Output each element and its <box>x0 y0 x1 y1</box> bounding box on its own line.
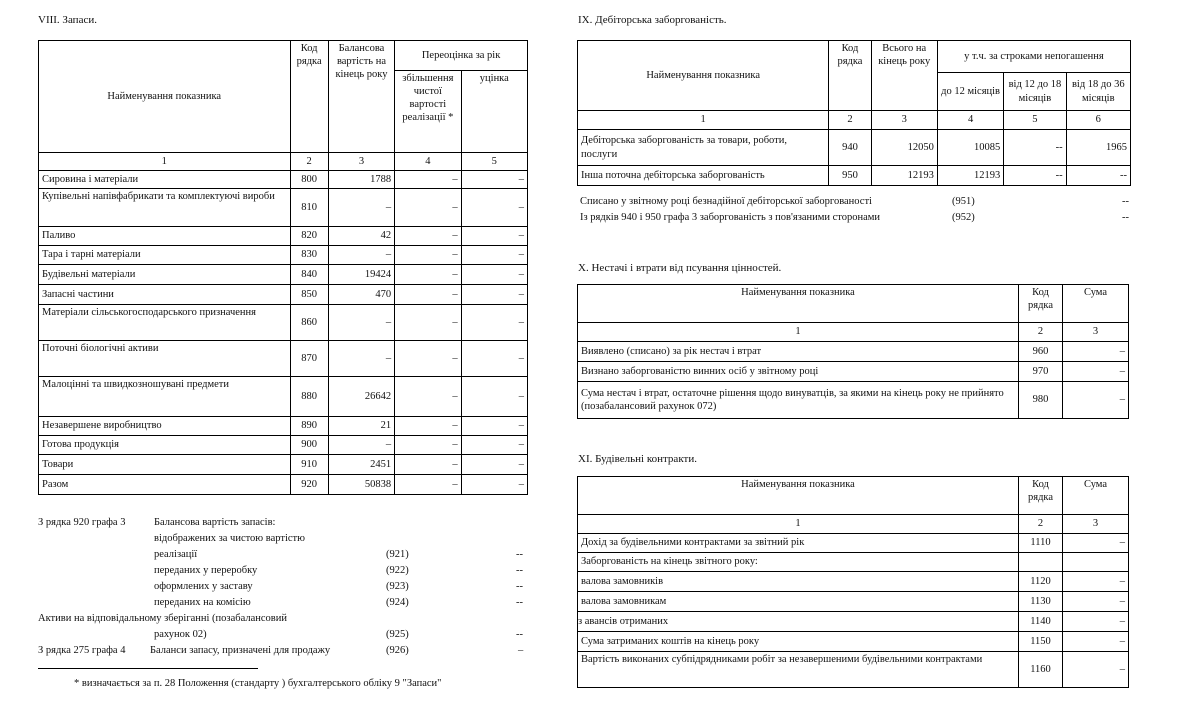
col-num: 4 <box>395 153 461 171</box>
note-value-925: -- <box>516 629 523 640</box>
row-markdown: – <box>461 285 527 305</box>
note-code-952: (952) <box>952 212 975 223</box>
row-increase: – <box>395 341 461 377</box>
row-name: Будівельні матеріали <box>39 265 291 285</box>
note-code-926: (926) <box>386 645 409 656</box>
table-row <box>39 377 528 417</box>
header-name: Найменування показника <box>39 41 291 153</box>
note-commission: переданих на комісію <box>154 597 251 608</box>
receivables-table <box>577 40 1131 186</box>
row-markdown: – <box>461 417 527 436</box>
table-row <box>578 130 1131 166</box>
row-code: 940 <box>829 130 871 166</box>
note-value-923: -- <box>516 581 523 592</box>
note-processing: переданих у переробку <box>154 565 258 576</box>
row-sum: – <box>1063 534 1129 553</box>
row-sum: – <box>1063 612 1129 632</box>
col-num: 2 <box>1019 323 1063 342</box>
row-increase: – <box>395 455 461 475</box>
table-row <box>39 189 528 227</box>
col-num: 1 <box>578 111 829 130</box>
table-row <box>578 534 1129 553</box>
col-num: 3 <box>328 153 394 171</box>
row-code: 830 <box>290 246 328 265</box>
col-num: 2 <box>1019 515 1063 534</box>
header-code: Код рядка <box>290 41 328 153</box>
row-name: Тара і тарні матеріали <box>39 246 291 265</box>
note-from-920: З рядка 920 графа 3 <box>38 517 126 528</box>
row-increase: – <box>395 305 461 341</box>
row-name: Паливо <box>39 227 291 246</box>
table-row <box>39 265 528 285</box>
footnote: * визначається за п. 28 Положення (стандарту ) бухгалтерського обліку 9 "Запаси" <box>74 678 442 689</box>
note-value-951: -- <box>1122 196 1129 207</box>
note-value-926: – <box>518 645 524 656</box>
note-code-925: (925) <box>386 629 409 640</box>
table-row <box>39 475 528 495</box>
row-balance: 50838 <box>328 475 394 495</box>
row-12-18: -- <box>1004 166 1066 186</box>
row-name: Інша поточна дебіторська заборгованість <box>578 166 829 186</box>
row-code: 1140 <box>1019 612 1063 632</box>
row-code: 950 <box>829 166 871 186</box>
row-name: Сума затриманих коштів на кінець року <box>578 632 1019 652</box>
note-custody-1: Активи на відповідальному зберіганні (позабалансовий <box>38 613 287 624</box>
row-name: Заборгованість на кінець звітного року: <box>578 553 1019 572</box>
row-code: 980 <box>1019 382 1063 419</box>
row-name: валова замовникам <box>578 592 1019 612</box>
section-11-title: XI. Будівельні контракти. <box>578 453 697 465</box>
row-markdown: – <box>461 227 527 246</box>
note-value-924: -- <box>516 597 523 608</box>
inventory-table <box>38 40 528 495</box>
shortages-table <box>577 284 1129 419</box>
row-markdown: – <box>461 455 527 475</box>
row-sum: – <box>1063 382 1129 419</box>
row-code: 970 <box>1019 362 1063 382</box>
header-sum: Сума <box>1063 477 1129 515</box>
row-balance: 470 <box>328 285 394 305</box>
row-code: 800 <box>290 171 328 189</box>
row-name: Поточні біологічні активи <box>39 341 291 377</box>
row-code: 1130 <box>1019 592 1063 612</box>
header-balance: Балансова вартість на кінець року <box>328 41 394 153</box>
row-code: 1120 <box>1019 572 1063 592</box>
row-markdown: – <box>461 436 527 455</box>
row-increase: – <box>395 246 461 265</box>
row-markdown: – <box>461 189 527 227</box>
row-increase: – <box>395 417 461 436</box>
row-name: валова замовників <box>578 572 1019 592</box>
row-code: 860 <box>290 305 328 341</box>
table-row <box>578 572 1129 592</box>
row-increase: – <box>395 475 461 495</box>
table-row <box>578 166 1131 186</box>
row-code: 850 <box>290 285 328 305</box>
row-sum: – <box>1063 362 1129 382</box>
row-increase: – <box>395 227 461 246</box>
row-name: Товари <box>39 455 291 475</box>
row-balance: 19424 <box>328 265 394 285</box>
row-name: Визнано заборгованістю винних осіб у звітному році <box>578 362 1019 382</box>
row-12: 12193 <box>937 166 1003 186</box>
row-18-36: -- <box>1066 166 1130 186</box>
row-code: 1110 <box>1019 534 1063 553</box>
row-code: 1160 <box>1019 652 1063 688</box>
table-row <box>578 553 1129 572</box>
header-name: Найменування показника <box>578 41 829 111</box>
row-balance: – <box>328 189 394 227</box>
row-name: Матеріали сільськогосподарського призначення <box>39 305 291 341</box>
row-balance: 2451 <box>328 455 394 475</box>
row-markdown: – <box>461 475 527 495</box>
header-revaluation: Переоцінка за рік <box>395 41 528 71</box>
row-balance: 42 <box>328 227 394 246</box>
row-markdown: – <box>461 171 527 189</box>
note-held-for-sale: Баланси запасу, призначені для продажу <box>150 645 331 656</box>
header-code: Код рядка <box>1019 285 1063 323</box>
row-code: 870 <box>290 341 328 377</box>
row-markdown: – <box>461 305 527 341</box>
header-12: до 12 місяців <box>937 73 1003 111</box>
col-num: 2 <box>829 111 871 130</box>
row-code: 910 <box>290 455 328 475</box>
row-sum <box>1063 553 1129 572</box>
row-total: 12050 <box>871 130 937 166</box>
note-net-value-1: відображених за чистою вартістю <box>154 533 305 544</box>
note-value-922: -- <box>516 565 523 576</box>
row-name: Сума нестач і втрат, остаточне рішення щодо винуватців, за якими на кінець року не прийнято (позабалансовий рахунок 072) <box>578 382 1019 419</box>
row-12-18: -- <box>1004 130 1066 166</box>
section-10-title: X. Нестачі і втрати від псування цінностей. <box>578 262 782 274</box>
col-num: 5 <box>1004 111 1066 130</box>
section-9-title: IX. Дебіторська заборгованість. <box>578 14 727 26</box>
row-increase: – <box>395 285 461 305</box>
row-increase: – <box>395 171 461 189</box>
row-markdown: – <box>461 377 527 417</box>
note-pledge: оформлених у заставу <box>154 581 253 592</box>
row-code: 880 <box>290 377 328 417</box>
note-written-off: Списано у звітному році безнадійної дебіторської заборгованості <box>580 196 872 207</box>
row-sum: – <box>1063 592 1129 612</box>
table-row <box>578 592 1129 612</box>
col-num: 1 <box>578 515 1019 534</box>
row-increase: – <box>395 265 461 285</box>
row-sum: – <box>1063 572 1129 592</box>
contracts-table <box>577 476 1129 688</box>
table-row <box>39 341 528 377</box>
row-code: 890 <box>290 417 328 436</box>
row-name: Запасні частини <box>39 285 291 305</box>
header-name: Найменування показника <box>578 477 1019 515</box>
header-terms: у т.ч. за строками непогашення <box>937 41 1130 73</box>
row-balance: – <box>328 305 394 341</box>
note-from-275: З рядка 275 графа 4 <box>38 645 126 656</box>
table-row <box>39 246 528 265</box>
row-name: Незавершене виробництво <box>39 417 291 436</box>
row-name: Дохід за будівельними контрактами за звітний рік <box>578 534 1019 553</box>
row-name: Сировина і матеріали <box>39 171 291 189</box>
table-row <box>39 227 528 246</box>
row-markdown: – <box>461 246 527 265</box>
row-increase: – <box>395 189 461 227</box>
row-code: 820 <box>290 227 328 246</box>
row-markdown: – <box>461 341 527 377</box>
section-8-title: VIII. Запаси. <box>38 14 97 26</box>
row-code: 810 <box>290 189 328 227</box>
row-name: Малоцінні та швидкозношувані предмети <box>39 377 291 417</box>
table-row <box>578 382 1129 419</box>
header-sum: Сума <box>1063 285 1129 323</box>
table-row <box>39 171 528 189</box>
note-value-952: -- <box>1122 212 1129 223</box>
col-num: 2 <box>290 153 328 171</box>
note-related: Із рядків 940 і 950 графа 3 заборгованість з пов'язаними сторонами <box>580 212 881 223</box>
note-code-922: (922) <box>386 565 409 576</box>
note-balance-label: Балансова вартість запасів: <box>154 517 276 528</box>
table-row <box>578 342 1129 362</box>
table-row <box>39 417 528 436</box>
row-markdown: – <box>461 265 527 285</box>
header-total: Всього на кінець року <box>871 41 937 111</box>
row-name: Дебіторська заборгованість за товари, роботи, послуги <box>578 130 829 166</box>
row-code <box>1019 553 1063 572</box>
row-code: 840 <box>290 265 328 285</box>
row-balance: – <box>328 246 394 265</box>
col-num: 1 <box>578 323 1019 342</box>
row-name: Готова продукція <box>39 436 291 455</box>
row-code: 920 <box>290 475 328 495</box>
table-row <box>578 652 1129 688</box>
table-row <box>39 285 528 305</box>
col-num: 1 <box>39 153 291 171</box>
row-code: 960 <box>1019 342 1063 362</box>
table-row <box>39 455 528 475</box>
row-increase: – <box>395 436 461 455</box>
note-value-921: -- <box>516 549 523 560</box>
row-balance: 21 <box>328 417 394 436</box>
row-balance: 26642 <box>328 377 394 417</box>
row-sum: – <box>1063 632 1129 652</box>
row-code: 900 <box>290 436 328 455</box>
col-num: 3 <box>871 111 937 130</box>
table-row <box>39 305 528 341</box>
header-code: Код рядка <box>1019 477 1063 515</box>
row-name: з авансів отриманих <box>578 612 1019 632</box>
footnote-rule <box>38 668 258 669</box>
row-12: 10085 <box>937 130 1003 166</box>
col-num: 3 <box>1063 515 1129 534</box>
table-row <box>578 612 1129 632</box>
header-12-18: від 12 до 18 місяців <box>1004 73 1066 111</box>
row-total: 12193 <box>871 166 937 186</box>
row-balance: 1788 <box>328 171 394 189</box>
row-balance: – <box>328 341 394 377</box>
col-num: 5 <box>461 153 527 171</box>
note-custody-2: рахунок 02) <box>154 629 207 640</box>
note-code-924: (924) <box>386 597 409 608</box>
row-name: Вартість виконаних субпідрядниками робіт за незавершеними будівельними контрактами <box>578 652 1019 688</box>
header-name: Найменування показника <box>578 285 1019 323</box>
row-code: 1150 <box>1019 632 1063 652</box>
row-name: Виявлено (списано) за рік нестач і втрат <box>578 342 1019 362</box>
row-sum: – <box>1063 342 1129 362</box>
table-row <box>578 632 1129 652</box>
header-18-36: від 18 до 36 місяців <box>1066 73 1130 111</box>
row-name: Купівельні напівфабрикати та комплектуючі вироби <box>39 189 291 227</box>
note-code-951: (951) <box>952 196 975 207</box>
table-row <box>578 362 1129 382</box>
table-row <box>39 436 528 455</box>
row-balance: – <box>328 436 394 455</box>
header-code: Код рядка <box>829 41 871 111</box>
header-increase: збільшення чистої вартості реалізації * <box>395 71 461 153</box>
header-markdown: уцінка <box>461 71 527 153</box>
row-increase: – <box>395 377 461 417</box>
row-sum: – <box>1063 652 1129 688</box>
col-num: 3 <box>1063 323 1129 342</box>
row-name: Разом <box>39 475 291 495</box>
row-18-36: 1965 <box>1066 130 1130 166</box>
note-code-921: (921) <box>386 549 409 560</box>
note-net-value-2: реалізації <box>154 549 198 560</box>
col-num: 4 <box>937 111 1003 130</box>
col-num: 6 <box>1066 111 1130 130</box>
note-code-923: (923) <box>386 581 409 592</box>
